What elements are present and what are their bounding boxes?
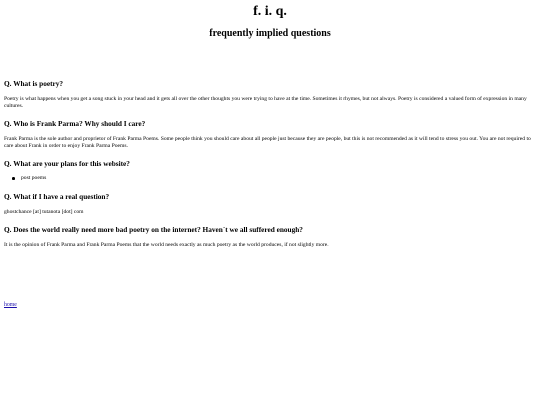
faq-question-bad-poetry: Q. Does the world really need more bad poetry on the internet? Haven`t we all suffered enough? — [4, 225, 303, 234]
bullet-icon — [12, 177, 15, 180]
faq-answer-frank-parma: Frank Parma is the sole author and proprietor of Frank Parma Poems. Some people think you should care about all people just because they are people, but this is not recommended as it will tend to stress you out. You are not required to care about Frank in order to enjoy Frank Parma Poems. — [4, 136, 531, 150]
faq-question-frank-parma: Q. Who is Frank Parma? Why should I care? — [4, 119, 146, 128]
page-subtitle: frequently implied questions — [209, 28, 331, 39]
faq-question-plans: Q. What are your plans for this website? — [4, 159, 130, 168]
list-item-label: post poems — [21, 175, 47, 181]
faq-question-poetry: Q. What is poetry? — [4, 79, 64, 88]
faq-answer-poetry: Poetry is what happens when you get a song stuck in your head and it gets all over the other thoughts you were trying to have at the time. Sometimes it rhymes, but not always. Poetry is considered a valued form of expression in many cultures. — [4, 96, 527, 110]
page-title: f. i. q. — [253, 4, 287, 19]
faq-answer-bad-poetry: It is the opinion of Frank Parma and Frank Parma Poems that the world needs exactly as much poetry as the world produces, if not slightly more. — [4, 242, 329, 248]
plans-list — [4, 175, 46, 182]
list-item — [4, 175, 46, 182]
faq-question-real-question: Q. What if I have a real question? — [4, 192, 110, 201]
home-link[interactable]: home — [4, 302, 17, 308]
faq-answer-contact-email: ghostchance [at] tutanota [dot] com — [4, 209, 84, 215]
